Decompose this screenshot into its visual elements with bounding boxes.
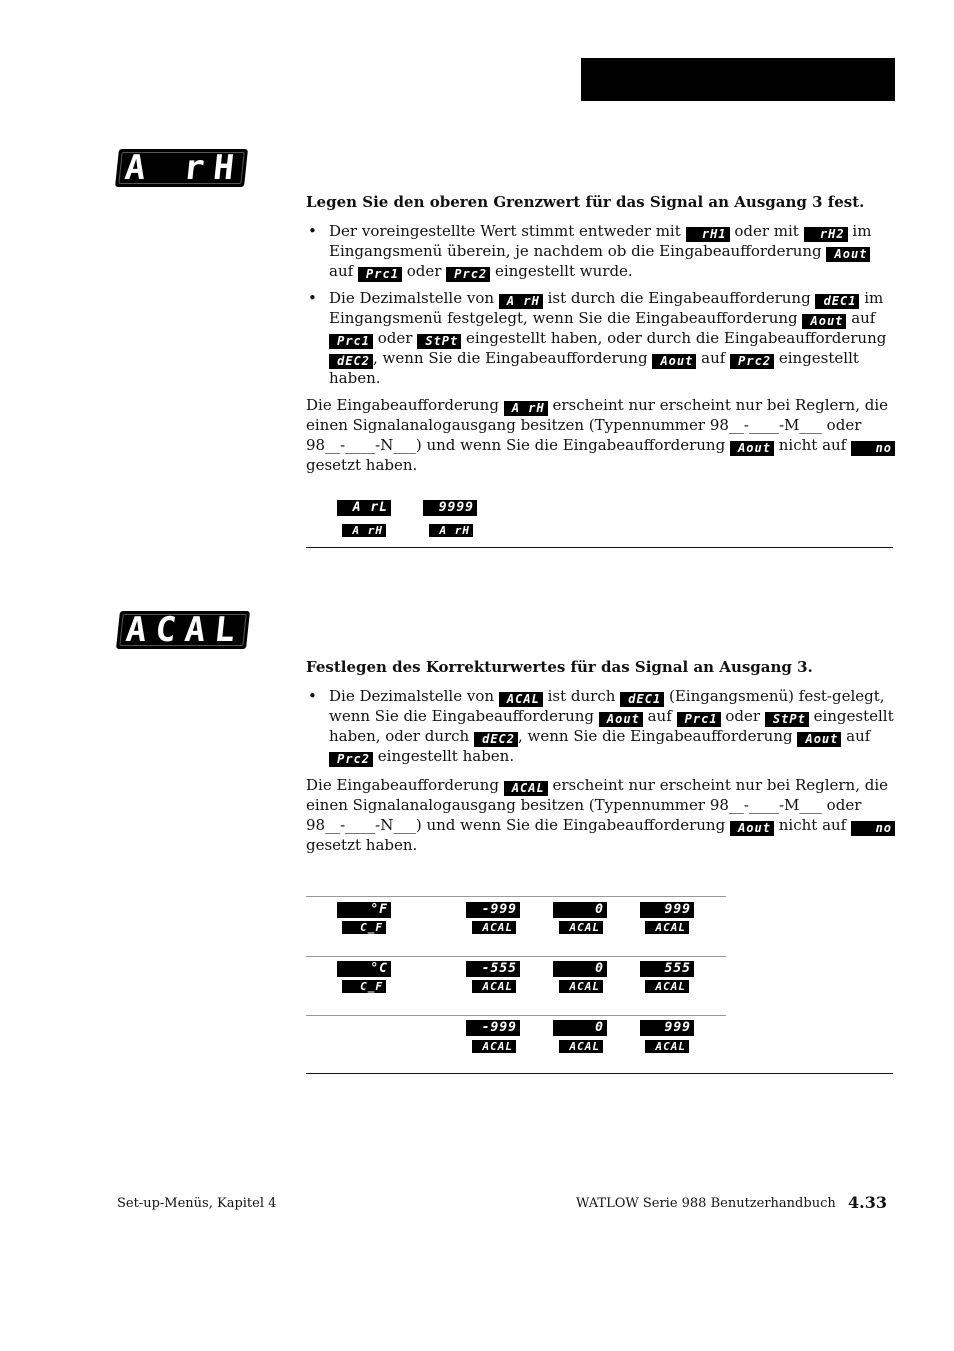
text: auf: [846, 727, 871, 745]
min-label: ACAL: [472, 921, 516, 934]
text: Die Dezimalstelle von: [329, 687, 495, 705]
text: eingestellt haben.: [377, 747, 515, 765]
text: gesetzt haben.: [306, 835, 418, 854]
table-row-rule: [306, 1015, 726, 1016]
lcd-prc2: Prc2: [730, 354, 774, 369]
lcd-aout: Aout: [826, 247, 870, 262]
section2-bullets: [306, 687, 896, 767]
section1-paragraph: [306, 396, 896, 475]
text: Die Dezimalstelle von: [329, 289, 495, 307]
default-label: ACAL: [559, 1040, 603, 1053]
text: auf: [701, 349, 726, 367]
text: Die Eingabeaufforderung: [306, 776, 499, 794]
max-value: 999: [640, 902, 694, 918]
lcd-rh1: rH1: [686, 227, 730, 242]
text: eingestellt haben, oder durch die Eingabeaufforderung: [466, 329, 887, 347]
default-value: 0: [553, 961, 607, 977]
range-high-label: A rH: [429, 524, 473, 537]
lcd-prc2: Prc2: [329, 752, 373, 767]
lcd-aout: Aout: [730, 821, 774, 836]
text: im Eingangsmenü überein, je nachdem ob die Eingabeaufforderung: [329, 222, 872, 260]
text: gesetzt haben.: [306, 455, 418, 474]
lcd-aout: Aout: [797, 732, 841, 747]
page-number: 4.33: [848, 1193, 887, 1212]
lcd-dec2: dEC2: [329, 354, 373, 369]
text: nicht auf: [778, 815, 847, 834]
lcd-acal: ACAL: [504, 781, 548, 796]
lcd-no: no: [851, 441, 895, 456]
text: auf: [647, 707, 672, 725]
unit-label: C_F: [342, 921, 386, 934]
text: oder: [377, 329, 413, 347]
table-row-rule: [306, 956, 726, 957]
default-label: ACAL: [559, 980, 603, 993]
lcd-dec1: dEC1: [815, 294, 859, 309]
min-value: -999: [466, 1020, 520, 1036]
text: eingestellt haben.: [329, 349, 859, 387]
lcd-dec2: dEC2: [474, 732, 518, 747]
lcd-rh2: rH2: [804, 227, 848, 242]
lcd-aout: Aout: [652, 354, 696, 369]
text: , wenn Sie die Eingabeaufforderung: [518, 727, 793, 745]
max-label: ACAL: [645, 921, 689, 934]
default-value: 0: [553, 1020, 607, 1036]
lcd-a-rh: A rH: [504, 401, 548, 416]
max-value: 555: [640, 961, 694, 977]
section2-content: [306, 658, 896, 855]
default-label: ACAL: [559, 921, 603, 934]
text: (Eingangsmenü) fest-gelegt, wenn Sie die Eingabeaufforderung: [329, 687, 885, 725]
header-bar: [581, 58, 895, 101]
unit-label: C_F: [342, 980, 386, 993]
max-label: ACAL: [645, 980, 689, 993]
lcd-stpt: StPt: [417, 334, 461, 349]
lcd-no: no: [851, 821, 895, 836]
lcd-dec1: dEC1: [620, 692, 664, 707]
text: auf: [851, 309, 876, 327]
text: oder: [725, 707, 761, 725]
text: Die Eingabeaufforderung: [306, 396, 499, 414]
text: ist durch: [547, 687, 616, 705]
lcd-aout: Aout: [802, 314, 846, 329]
lcd-a-rh: A rH: [499, 294, 543, 309]
section1-bullets: [306, 222, 896, 387]
section2-paragraph: [306, 776, 896, 855]
text: oder: [406, 262, 442, 280]
min-label: ACAL: [472, 980, 516, 993]
text: im Eingangsmenü festgelegt, wenn Sie die Eingabeaufforderung: [329, 289, 884, 327]
section2-bullet-1: [306, 687, 896, 767]
text: erscheint nur erscheint nur bei Reglern, die einen Signalanalogausgang besitzen (Typennummer 98__-____-M___ oder 98__-____-N___) und wenn Sie die Eingabeaufforderung: [306, 396, 889, 454]
text: auf: [329, 262, 354, 280]
section1-content: [306, 193, 896, 475]
text: , wenn Sie die Eingabeaufforderung: [373, 349, 648, 367]
text: eingestellt wurde.: [494, 262, 633, 280]
text: Der voreingestellte Wert stimmt entweder mit: [329, 222, 681, 240]
range-low-label: A rH: [342, 524, 386, 537]
section1-bullet-2: [306, 289, 896, 387]
lcd-acal: ACAL: [499, 692, 543, 707]
text: erscheint nur erscheint nur bei Reglern, die einen Signalanalogausgang besitzen (Typennummer 98__-____-M___ oder 98__-____-N___) und wenn Sie die Eingabeaufforderung: [306, 776, 889, 834]
min-value: -555: [466, 961, 520, 977]
section1-bullet-1: [306, 222, 896, 282]
display-acal: ACAL: [116, 611, 250, 649]
section1-divider: [306, 547, 893, 548]
text: eingestellt haben, oder durch: [329, 707, 894, 745]
lcd-aout: Aout: [730, 441, 774, 456]
lcd-prc1: Prc1: [329, 334, 373, 349]
text: nicht auf: [778, 435, 847, 454]
unit-display: °C: [337, 961, 391, 977]
max-value: 999: [640, 1020, 694, 1036]
unit-display: °F: [337, 902, 391, 918]
footer-chapter: Set-up-Menüs, Kapitel 4: [117, 1196, 277, 1211]
table-top-rule: [306, 896, 726, 897]
text: oder mit: [734, 222, 799, 240]
section1-heading: Legen Sie den oberen Grenzwert für das Signal an Ausgang 3 fest.: [306, 193, 865, 211]
default-value: 0: [553, 902, 607, 918]
lcd-stpt: StPt: [765, 712, 809, 727]
display-a-rh: A rH: [115, 149, 248, 187]
lcd-prc2: Prc2: [446, 267, 490, 282]
min-label: ACAL: [472, 1040, 516, 1053]
max-label: ACAL: [645, 1040, 689, 1053]
lcd-prc1: Prc1: [358, 267, 402, 282]
range-high-value: 9999: [423, 500, 477, 516]
section2-divider: [306, 1073, 893, 1074]
lcd-prc1: Prc1: [677, 712, 721, 727]
section2-heading: Festlegen des Korrekturwertes für das Signal an Ausgang 3.: [306, 658, 813, 676]
lcd-aout: Aout: [599, 712, 643, 727]
footer-manual-title: WATLOW Serie 988 Benutzerhandbuch: [576, 1196, 836, 1211]
range-low-value: A rL: [337, 500, 391, 516]
min-value: -999: [466, 902, 520, 918]
text: ist durch die Eingabeaufforderung: [547, 289, 811, 307]
